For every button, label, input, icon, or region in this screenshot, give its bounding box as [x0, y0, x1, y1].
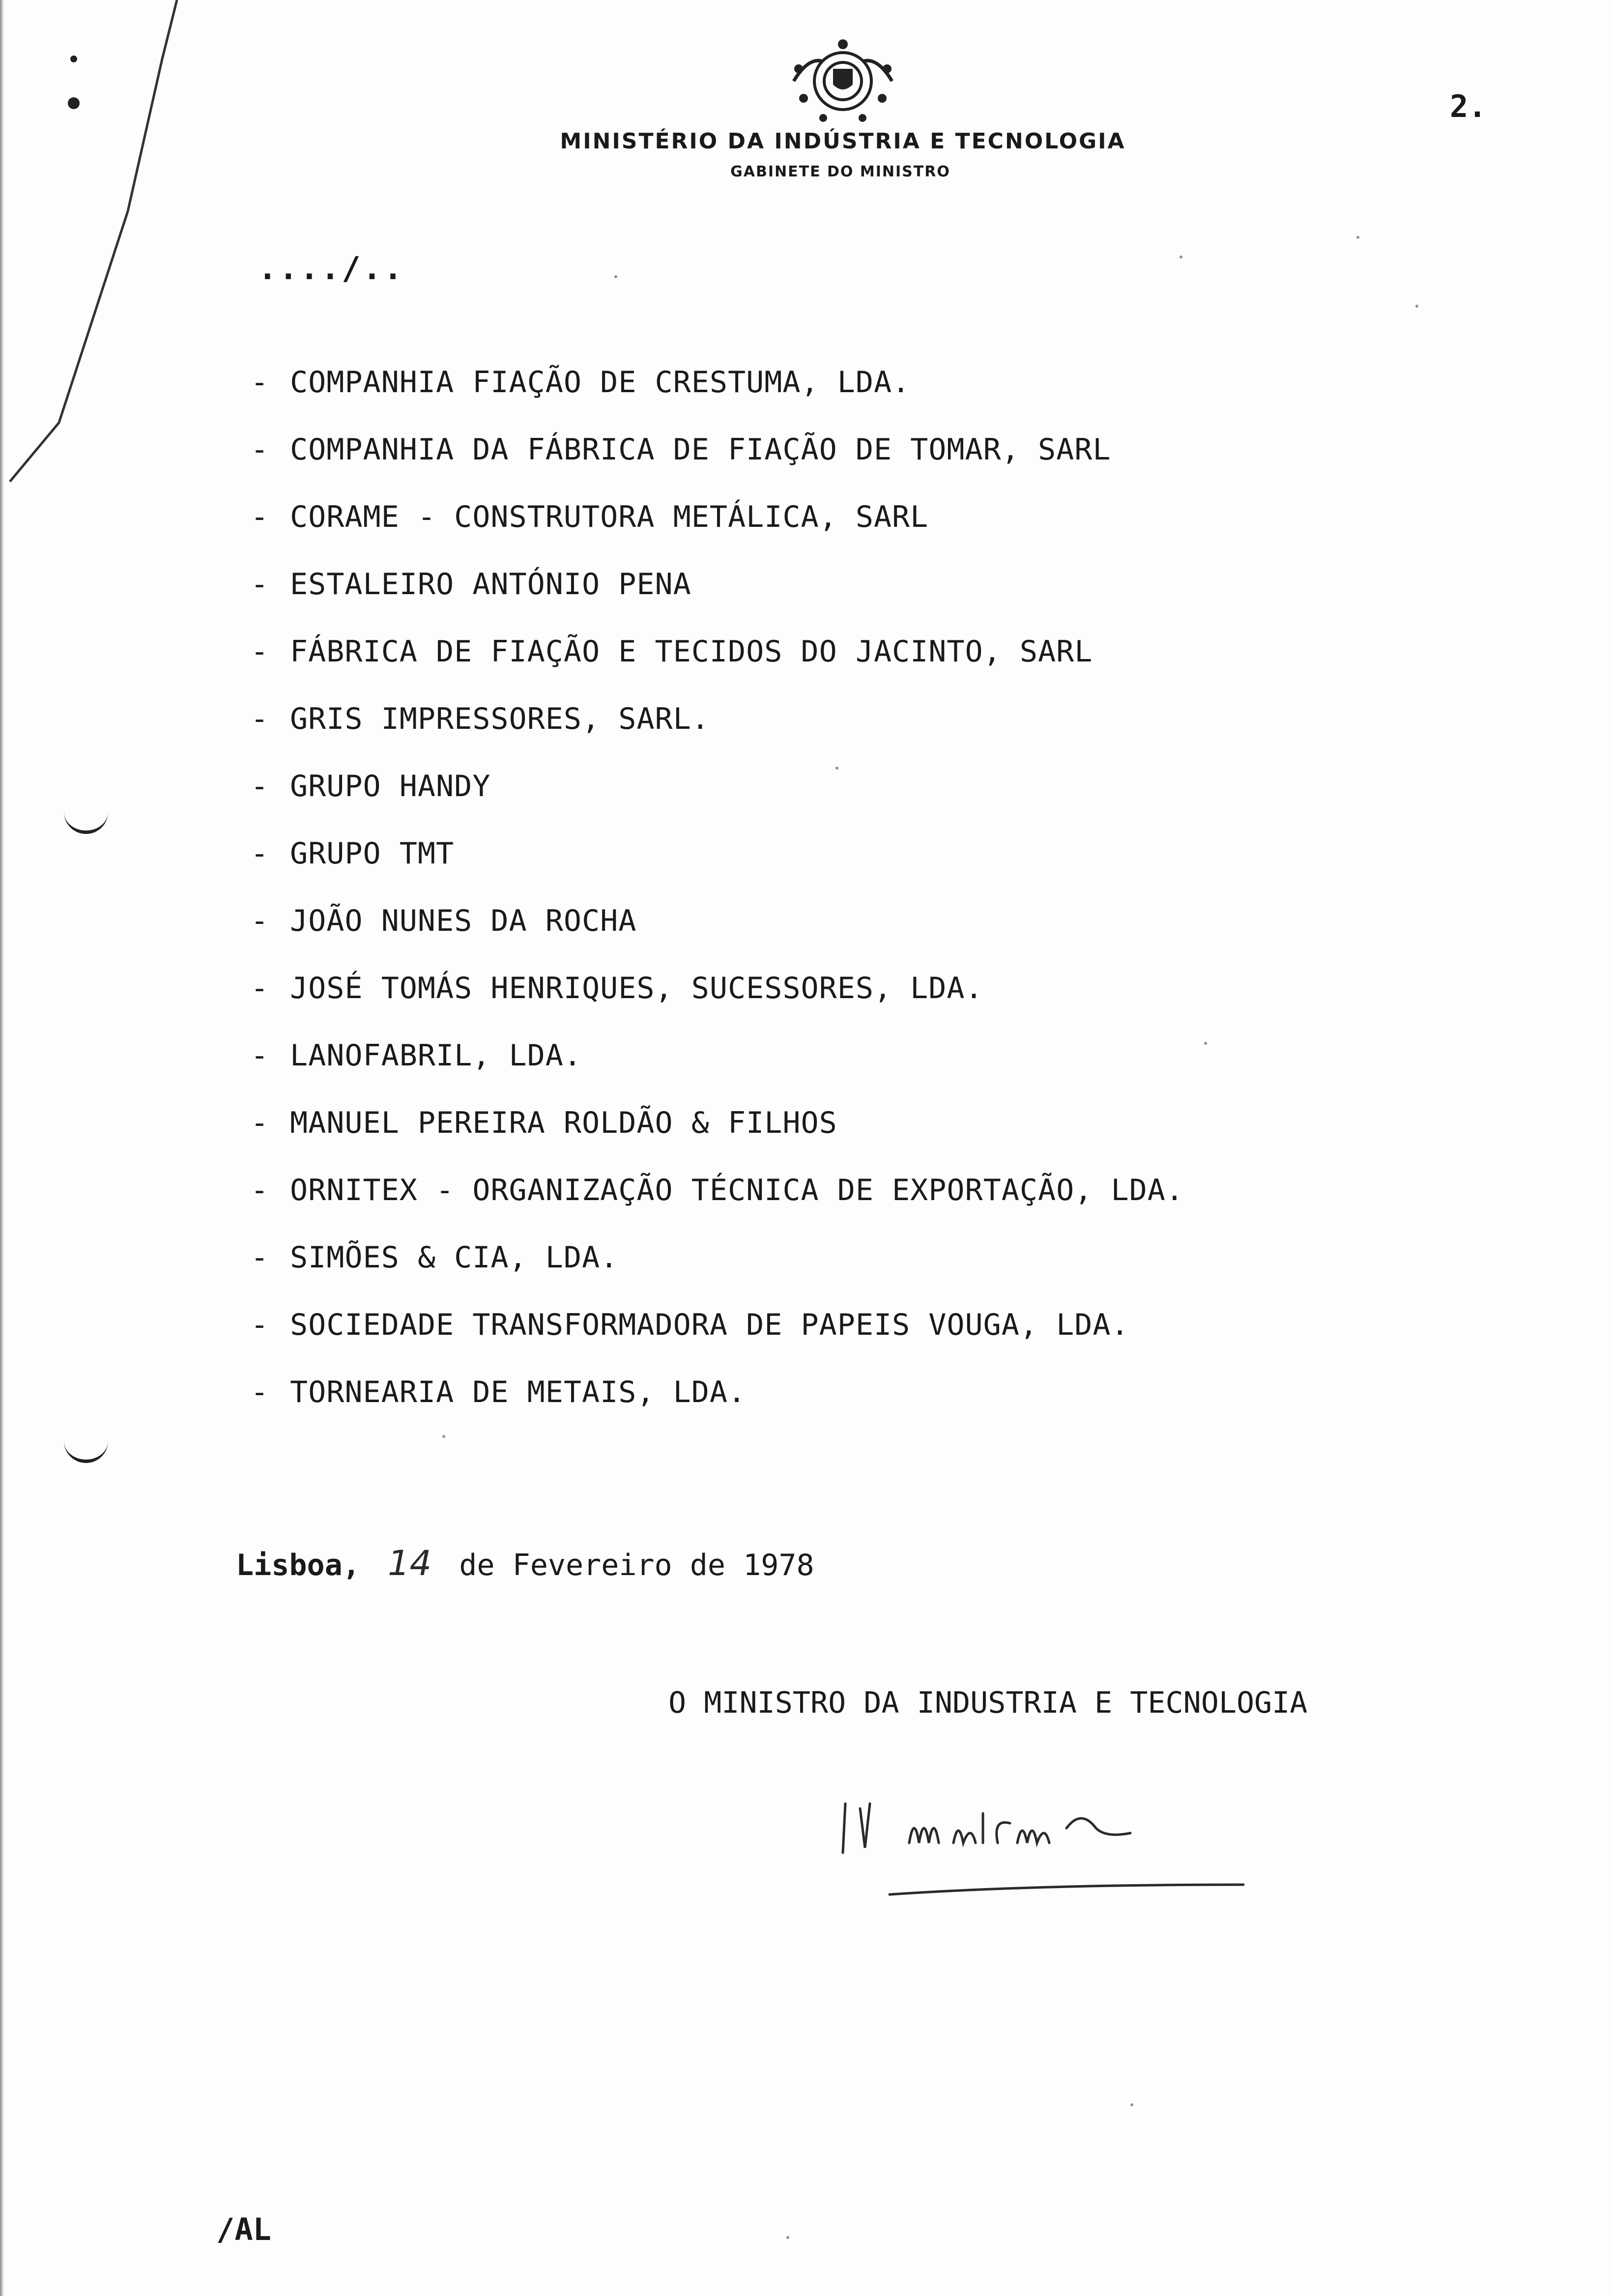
- list-item: [251, 820, 1184, 888]
- list-dash: -: [251, 904, 269, 938]
- list-dash: -: [251, 1106, 269, 1140]
- continuation-mark: ..../..: [258, 251, 404, 287]
- list-item: [251, 955, 1184, 1022]
- list-item: [251, 1224, 1184, 1292]
- cabinet-subtitle: GABINETE DO MINISTRO: [730, 163, 950, 180]
- company-name: ORNITEX - ORGANIZAÇÃO TÉCNICA DE EXPORTAÇÃO, LDA.: [290, 1173, 1184, 1207]
- list-item: [251, 753, 1184, 820]
- list-item: [251, 686, 1184, 753]
- company-name: GRUPO TMT: [290, 836, 455, 871]
- company-name: LANOFABRIL, LDA.: [290, 1038, 582, 1073]
- list-dash: -: [251, 1375, 269, 1409]
- list-item: [251, 1090, 1184, 1157]
- list-dash: -: [251, 1173, 269, 1207]
- company-list: [251, 349, 1184, 1426]
- list-item: [251, 618, 1184, 686]
- company-name: JOSÉ TOMÁS HENRIQUES, SUCESSORES, LDA.: [290, 971, 983, 1005]
- company-name: MANUEL PEREIRA ROLDÃO & FILHOS: [290, 1106, 837, 1140]
- list-dash: -: [251, 432, 269, 467]
- reference-code: /AL: [216, 2211, 271, 2247]
- company-name: COMPANHIA FIAÇÃO DE CRESTUMA, LDA.: [290, 365, 911, 400]
- scan-speck: [1356, 236, 1359, 239]
- scan-speck: [614, 275, 617, 278]
- company-name: FÁBRICA DE FIAÇÃO E TECIDOS DO JACINTO, SARL: [290, 634, 1093, 669]
- scan-speck: [1180, 256, 1182, 258]
- list-dash: -: [251, 836, 269, 871]
- list-item: [251, 1157, 1184, 1224]
- company-name: ESTALEIRO ANTÓNIO PENA: [290, 567, 691, 602]
- list-item: [251, 888, 1184, 955]
- company-name: COMPANHIA DA FÁBRICA DE FIAÇÃO DE TOMAR, SARL: [290, 432, 1111, 467]
- company-name: JOÃO NUNES DA ROCHA: [290, 904, 637, 938]
- scan-speck: [786, 2236, 789, 2239]
- handwritten-signature: [835, 1774, 1302, 1912]
- list-item: [251, 484, 1184, 551]
- date-day-handwritten: 14: [388, 1543, 432, 1583]
- date-month-year: de Fevereiro de 1978: [459, 1548, 814, 1582]
- list-dash: -: [251, 567, 269, 602]
- company-name: TORNEARIA DE METAIS, LDA.: [290, 1375, 747, 1409]
- scan-speck: [1204, 1042, 1207, 1045]
- coat-of-arms-emblem: [784, 34, 902, 128]
- page-number: 2.: [1450, 88, 1487, 124]
- signatory-title: O MINISTRO DA INDUSTRIA E TECNOLOGIA: [668, 1686, 1308, 1720]
- list-dash: -: [251, 971, 269, 1005]
- company-name: GRIS IMPRESSORES, SARL.: [290, 702, 710, 736]
- date-city: Lisboa,: [236, 1548, 360, 1582]
- scan-speck: [442, 1435, 445, 1438]
- date-line: [236, 1543, 814, 1583]
- list-item: [251, 551, 1184, 618]
- company-name: CORAME - CONSTRUTORA METÁLICA, SARL: [290, 500, 929, 534]
- list-dash: -: [251, 1038, 269, 1073]
- list-dash: -: [251, 1308, 269, 1342]
- list-dash: -: [251, 702, 269, 736]
- list-item: [251, 1022, 1184, 1090]
- list-item: [251, 416, 1184, 484]
- list-dash: -: [251, 365, 269, 400]
- punch-hole-mark: [64, 811, 108, 834]
- list-dash: -: [251, 769, 269, 804]
- list-item: [251, 349, 1184, 416]
- list-dash: -: [251, 1240, 269, 1275]
- ministry-title: MINISTÉRIO DA INDÚSTRIA E TECNOLOGIA: [560, 129, 1126, 154]
- scan-margin-line: [0, 0, 197, 541]
- list-item: [251, 1292, 1184, 1359]
- company-name: GRUPO HANDY: [290, 769, 491, 804]
- scan-speck: [1415, 305, 1418, 308]
- company-name: SOCIEDADE TRANSFORMADORA DE PAPEIS VOUGA, LDA.: [290, 1308, 1129, 1342]
- list-dash: -: [251, 500, 269, 534]
- list-dash: -: [251, 634, 269, 669]
- scan-speck: [1130, 2103, 1133, 2106]
- punch-hole-mark: [64, 1440, 108, 1463]
- list-item: [251, 1359, 1184, 1426]
- company-name: SIMÕES & CIA, LDA.: [290, 1240, 619, 1275]
